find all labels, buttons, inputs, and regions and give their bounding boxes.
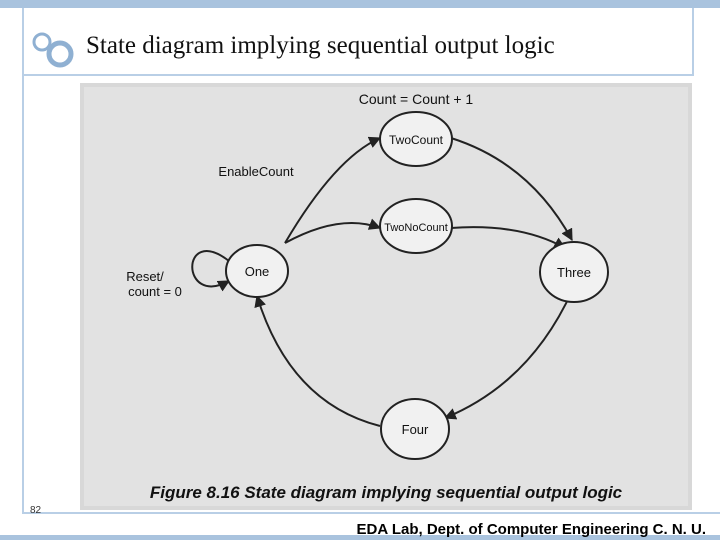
reset-label: Reset/: [126, 269, 164, 284]
bottom-rule: [22, 512, 720, 514]
state-three-label: Three: [557, 265, 591, 280]
enable-count-label: EnableCount: [218, 164, 294, 179]
count-zero-label: count = 0: [128, 284, 182, 299]
state-one-label: One: [244, 264, 270, 279]
top-accent-bar: [0, 0, 720, 8]
footer-text: EDA Lab, Dept. of Computer Engineering C. N. U.: [356, 521, 706, 538]
title-frame-right: [692, 8, 694, 76]
state-diagram-figure: [80, 83, 692, 510]
count-increment-label: Count = Count + 1: [358, 91, 474, 107]
state-twocount-label: TwoCount: [388, 133, 444, 147]
title-underline: [22, 74, 694, 76]
slide-number: 82: [30, 505, 42, 516]
state-four-label: Four: [401, 422, 429, 437]
figure-caption: Figure 8.16 State diagram implying sequential output logic: [149, 483, 623, 502]
logo-icon: [30, 30, 78, 70]
left-rule: [22, 8, 24, 513]
state-twonocount-label: TwoNoCount: [384, 222, 448, 234]
slide-title: State diagram implying sequential output logic: [86, 32, 555, 59]
